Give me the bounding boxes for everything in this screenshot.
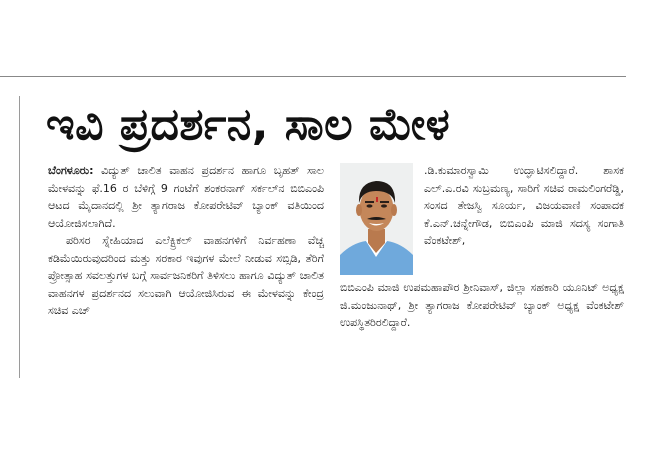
body-column-right-top [424, 162, 624, 250]
top-rule [0, 76, 626, 77]
body-column-right-bottom [340, 279, 624, 332]
paragraph-1-text: ವಿದ್ಯುತ್ ಚಾಲಿತ ವಾಹನ ಪ್ರದರ್ಶನ ಹಾಗೂ ಬೃಹತ್ ಸಾಲ ಮೇಳವನ್ನು ಫೆ.16 ರ ಬೆಳಿಗ್ಗೆ 9 ಗಂಟೆಗೆ ಶಂಕರನಾಗ್ ಸರ್ಕಲ್‌ನ ಬಿಬಿಎಂಪಿ ಆಟದ ಮೈದಾನದಲ್ಲಿ ಶ್ರೀ ತ್ಯಾಗರಾಜ ಕೋಪರೇಟಿವ್ ಬ್ಯಾಂಕ್ ವತಿಯಿಂದ ಆಯೋಜಿಸಲಾಗಿದೆ. [48, 164, 324, 230]
paragraph-3-top: .ಡಿ.ಕುಮಾರಸ್ವಾಮಿ ಉದ್ಘಾಟಿಸಲಿದ್ದಾರೆ. ಶಾಸಕ ಎಲ್.ಎ.ರವಿ ಸುಬ್ರಮಣ್ಯ, ಸಾರಿಗೆ ಸಚಿವ ರಾಮಲಿಂಗರೆಡ್ಡಿ, ಸಂಸದ ತೇಜಸ್ವಿ ಸೂರ್ಯ, ವಿಜಯವಾಣಿ ಸಂಪಾದಕ ಕೆ.ಎನ್.ಚನ್ನೇಗೌಡ, ಬಿಬಿಎಂಪಿ ಮಾಜಿ ಸದಸ್ಯ ಸಂಗಾತಿ ವೆಂಕಟೇಶ್, [424, 164, 624, 247]
body-column-left [48, 162, 324, 320]
paragraph-3-bottom: ಬಿಬಿಎಂಪಿ ಮಾಜಿ ಉಪಮಹಾಪೌರ ಶ್ರೀನಿವಾಸ್, ಜಿಲ್ಲಾ ಸಹಕಾರಿ ಯೂನಿಟ್ ಅಧ್ಯಕ್ಷ ಜಿ.ಮಂಜುನಾಥ್, ಶ್ರೀ ತ್ಯಾಗರಾಜ ಕೋಪರೇಟಿವ್ ಬ್ಯಾಂಕ್ ಅಧ್ಯಕ್ಷ ವೆಂಕಟೇಶ್ ಉಪಸ್ಥಿತರಿರಲಿದ್ದಾರೆ. [340, 281, 624, 329]
column-left-rule [19, 96, 20, 378]
dateline: ಬೆಂಗಳೂರು: [48, 164, 94, 177]
paragraph-1 [48, 162, 324, 232]
portrait-photo [340, 163, 413, 275]
headline: ಇವಿ ಪ್ರದರ್ಶನ, ಸಾಲ ಮೇಳ [46, 99, 451, 150]
paragraph-2: ಪರಿಸರ ಸ್ನೇಹಿಯಾದ ಎಲೆಕ್ಟ್ರಿಕಲ್ ವಾಹನಗಳಿಗೆ ನಿರ್ವಹಣಾ ವೆಚ್ಚ ಕಡಿಮೆಯಿರುವುದರಿಂದ ಮತ್ತು ಸರಕಾರ ಇವುಗಳ ಮೇಲೆ ನೀಡುವ ಸಬ್ಸಿಡಿ, ತೆರಿಗೆ ಪ್ರೋತ್ಸಾಹ ಸವಲತ್ತುಗಳ ಬಗ್ಗೆ ಸಾರ್ವಜನಿಕರಿಗೆ ತಿಳಿಸಲು ಹಾಗೂ ವಿದ್ಯುತ್ ಚಾಲಿತ ವಾಹನಗಳ ಪ್ರದರ್ಶನದ ಸಲುವಾಗಿ ಆಯೋಜಿಸಿರುವ ಈ ಮೇಳವನ್ನು ಕೇಂದ್ರ ಸಚಿವ ಎಚ್ [48, 234, 324, 317]
